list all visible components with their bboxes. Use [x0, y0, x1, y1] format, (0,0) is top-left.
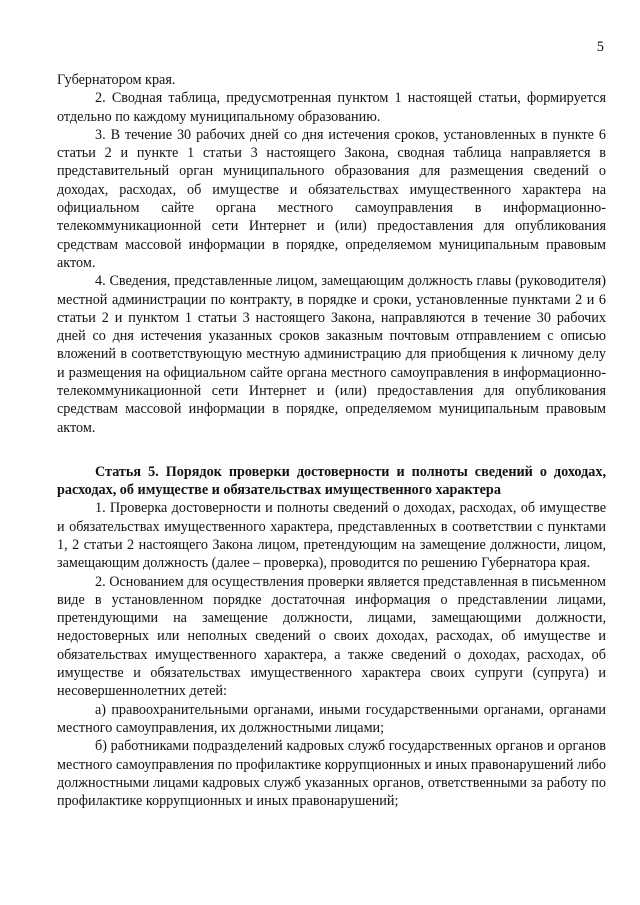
article-5-paragraph-2: 2. Основанием для осуществления проверки является представленная в письменном виде в установленном порядке достаточная информация о представлении лицами, претендующими на замещение должности, лицами, замещающими должности, недостоверных или неполных сведений о своих доходах, расходах, об имуществе и обязательствах имущественного характера, а также сведений о доходах, расходах, об имуществе и обязательствах имущественного характера своих супруги (супруга) и несовершеннолетних детей:	[57, 573, 606, 700]
article-5-subitem-a: а) правоохранительными органами, иными государственными органами, органами местного самоуправления, их должностными лицами;	[57, 701, 606, 736]
paragraph-item-3: 3. В течение 30 рабочих дней со дня истечения сроков, установленных в пункте 6 статьи 2 и пункте 1 статьи 3 настоящего Закона, сводная таблица направляется в представительный орган муниципального образования для размещения сведений о доходах, расходах, об имуществе и обязательствах имущественного характера на официальном сайте органа местного самоуправления в информационно-телекоммуникационной сети Интернет и (или) предоставления для опубликования средствам массовой информации в порядке, определяемом муниципальным правовым актом.	[57, 126, 606, 271]
paragraph-item-2: 2. Сводная таблица, предусмотренная пунктом 1 настоящей статьи, формируется отдельно по каждому муниципальному образованию.	[57, 90, 606, 125]
page-number: 5	[596, 39, 604, 55]
article-5-subitem-b: б) работниками подразделений кадровых служб государственных органов и органов местного самоуправления по профилактике коррупционных и иных правонарушений либо должностными лицами кадровых служб указанных органов, ответственными за работу по профилактике коррупционных и иных правонарушений;	[57, 738, 606, 810]
paragraph-item-4: 4. Сведения, представленные лицом, замещающим должность главы (руководителя) местной администрации по контракту, в порядке и сроки, установленные пунктами 2 и 6 статьи 2 и пунктом 1 статьи 3 настоящего Закона, направляются в течение 30 рабочих дней со дня истечения указанных сроков заказным почтовым отправлением с описью вложений в соответствующую местную администрацию для приобщения к личному делу и размещения на официальном сайте органа местного самоуправления в информационно-телекоммуникационной сети Интернет и (или) предоставления для опубликования средствам массовой информации в порядке, определяемом муниципальным правовым актом.	[57, 273, 606, 436]
article-5-title: Статья 5. Порядок проверки достоверности и полноты сведений о доходах, расходах, об имуществе и обязательствах имущественного характера	[57, 463, 606, 499]
paragraph-continuation: Губернатором края.	[57, 72, 176, 88]
document-body	[57, 71, 606, 810]
article-5-paragraph-1: 1. Проверка достоверности и полноты сведений о доходах, расходах, об имуществе и обязательствах имущественного характера, представленных в соответствии с пунктами 1, 2 статьи 2 настоящего Закона лицом, претендующим на замещение должности, лицом, замещающим должность (далее – проверка), проводится по решению Губернатора края.	[57, 500, 606, 572]
